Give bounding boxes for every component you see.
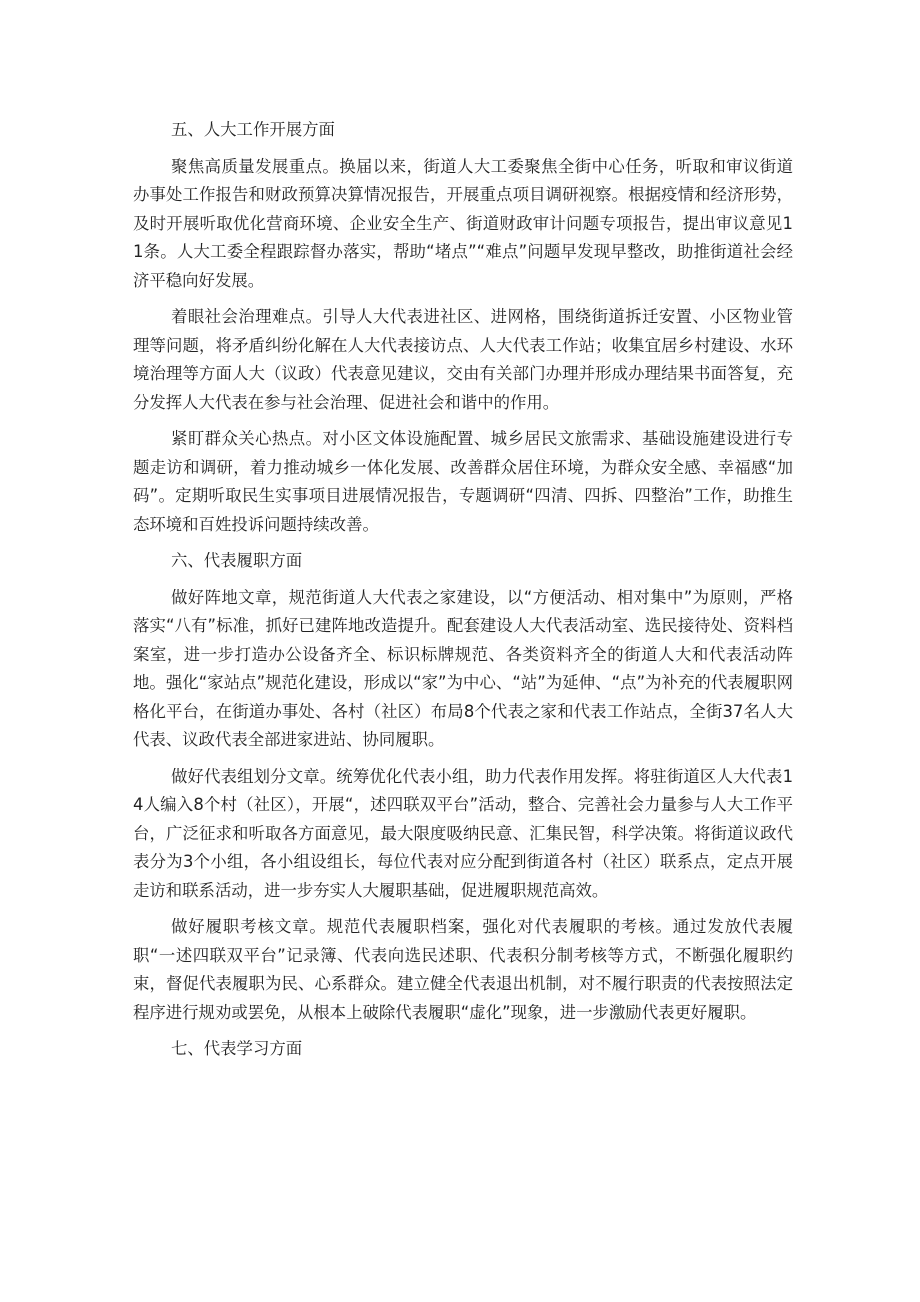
- paragraph-text: 规范代表履职档案，强化对代表履职的考核。通过发放代表履职“一述四联双平台”记录簿、代表向选民述职、代表积分制考核等方式，不断强化履职约束，督促代表履职为民、心系群众。建立健全代表退出机制，对不履行职责的代表按照法定程序进行规劝或罢免，从根本上破除代表履职“虚化”现象，进一步激励代表更好履职。: [133, 917, 794, 1022]
- paragraph: [133, 425, 793, 539]
- section-7: [133, 1035, 793, 1064]
- paragraph: [133, 153, 793, 296]
- paragraph-lead: 着眼社会治理难点。: [171, 307, 323, 326]
- section-heading: 七、代表学习方面: [171, 1039, 303, 1058]
- paragraph: [133, 763, 793, 906]
- document-page: [133, 116, 793, 1072]
- paragraph-lead: 做好代表组划分文章。: [171, 766, 337, 786]
- paragraph-lead: 做好阵地文章，: [171, 587, 289, 607]
- paragraph-lead: 做好履职考核文章。: [171, 917, 327, 936]
- paragraph-text: 规范街道人大代表之家建设，以“方便活动、相对集中”为原则，严格落实“八有”标准，抓好已建阵地改造提升。配套建设人大代表活动室、选民接待处、资料档案室，进一步打造办公设备齐全、标识标牌规范、各类资料齐全的街道人大和代表活动阵地。强化“家站点”规范化建设，形成以“家”为中心、“站”为延伸、“点”为补充的代表履职网格化平台，在街道办事处、各村（社区）布局8个代表之家和代表工作站点，全街37名人大代表、议政代表全部进家进站、协同履职。: [133, 587, 794, 749]
- paragraph-text: 换届以来，街道人大工委聚焦全街中心任务，听取和审议街道办事处工作报告和财政预算决算情况报告，开展重点项目调研视察。根据疫情和经济形势，及时开展听取优化营商环境、企业安全生产、街道财政审计问题专项报告，提出审议意见11条。人大工委全程跟踪督办落实，帮助“堵点”“难点”问题早发现早整改，助推街道社会经济平稳向好发展。: [133, 156, 794, 290]
- section-5: [133, 116, 793, 539]
- paragraph-text: 统筹优化代表小组，助力代表作用发挥。将驻街道区人大代表14人编入8个村（社区），开展“，述四联双平台”活动，整合、完善社会力量参与人大工作平台，广泛征求和听取各方面意见，最大限度吸纳民意、汇集民智，科学决策。将街道议政代表分为3个小组，各小组设组长，每位代表对应分配到街道各村（社区）联系点，定点开展走访和联系活动，进一步夯实人大履职基础，促进履职规范高效。: [133, 766, 793, 900]
- paragraph: [133, 584, 793, 755]
- paragraph-lead: 紧盯群众关心热点。: [171, 429, 323, 448]
- paragraph-lead: 聚焦高质量发展重点。: [171, 156, 340, 176]
- section-heading: 六、代表履职方面: [171, 551, 303, 570]
- section-heading: 五、人大工作开展方面: [171, 120, 335, 139]
- paragraph: [133, 913, 793, 1027]
- paragraph-text: 对小区文体设施配置、城乡居民文旅需求、基础设施建设进行专题走访和调研，着力推动城乡一体化发展、改善群众居住环境，为群众安全感、幸福感“加码”。定期听取民生实事项目进展情况报告，专题调研“四清、四拆、四整治”工作，助推生态环境和百姓投诉问题持续改善。: [133, 429, 794, 534]
- paragraph: [133, 303, 793, 417]
- section-6: [133, 547, 793, 1027]
- paragraph-text: 引导人大代表进社区、进网格，围绕街道拆迁安置、小区物业管理等问题，将矛盾纠纷化解在人大代表接访点、人大代表工作站；收集宜居乡村建设、水环境治理等方面人大（议政）代表意见建议，交由有关部门办理并形成办理结果书面答复，充分发挥人大代表在参与社会治理、促进社会和谐中的作用。: [133, 307, 794, 412]
